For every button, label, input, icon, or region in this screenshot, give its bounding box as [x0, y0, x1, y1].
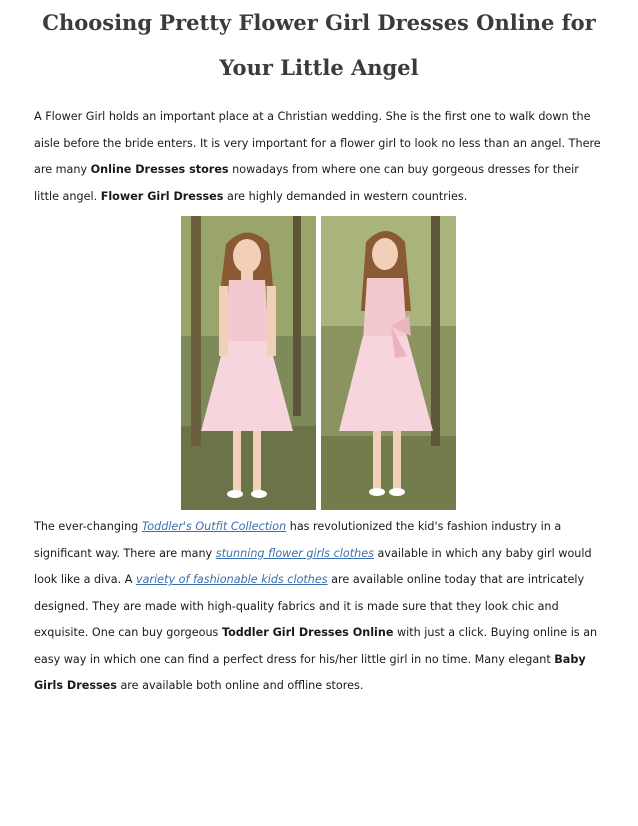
body-bold-toddler-girl-dresses-online: Toddler Girl Dresses Online [221, 626, 394, 639]
intro-bold-online-dresses-stores: Online Dresses stores [90, 163, 229, 176]
intro-text-3: are highly demanded in western countries. [223, 189, 468, 203]
body-text-1: The ever-changing [34, 520, 142, 533]
body-text-5: with just a click. Buying online is an easy way in which one can find a perfect dress for his/her little girl in no time. Many elegant [34, 626, 598, 666]
flower-girl-dress-photo [181, 216, 456, 510]
intro-bold-flower-girl-dresses: Flower Girl Dresses [100, 189, 224, 203]
toddlers-outfit-collection-link[interactable]: Toddler's Outfit Collection [141, 520, 287, 533]
body-bold-baby-girls-dresses: Baby Girls Dresses [34, 652, 586, 692]
body-text-4: are available online today that are intricately designed. They are made with high-quality fabrics and it is made sure that they look chic and exquisite. One can buy gorgeous [34, 573, 585, 639]
fashionable-kids-clothes-link[interactable]: variety of fashionable kids clothes [136, 573, 328, 586]
body-text-3: available in which any baby girl would look like a diva. A [34, 546, 592, 586]
body-text-2: has revolutionized the kid's fashion industry in a significant way. There are many [34, 520, 562, 560]
body-paragraph [34, 514, 604, 700]
stunning-flower-girls-clothes-link[interactable]: stunning flower girls clothes [215, 546, 374, 560]
page-title-line-2: Your Little Angel [219, 55, 419, 80]
intro-paragraph [34, 104, 604, 210]
intro-text-2: nowadays from where one can buy gorgeous dresses for their little angel. [34, 163, 579, 203]
body-text-6: are available both online and offline stores. [116, 679, 364, 692]
intro-text-1: A Flower Girl holds an important place at a Christian wedding. She is the first one to walk down the aisle before the bride enters. It is very important for a flower girl to look no less than an angel. There are many [34, 110, 601, 176]
page-title-line-1: Choosing Pretty Flower Girl Dresses Online for [42, 10, 596, 35]
